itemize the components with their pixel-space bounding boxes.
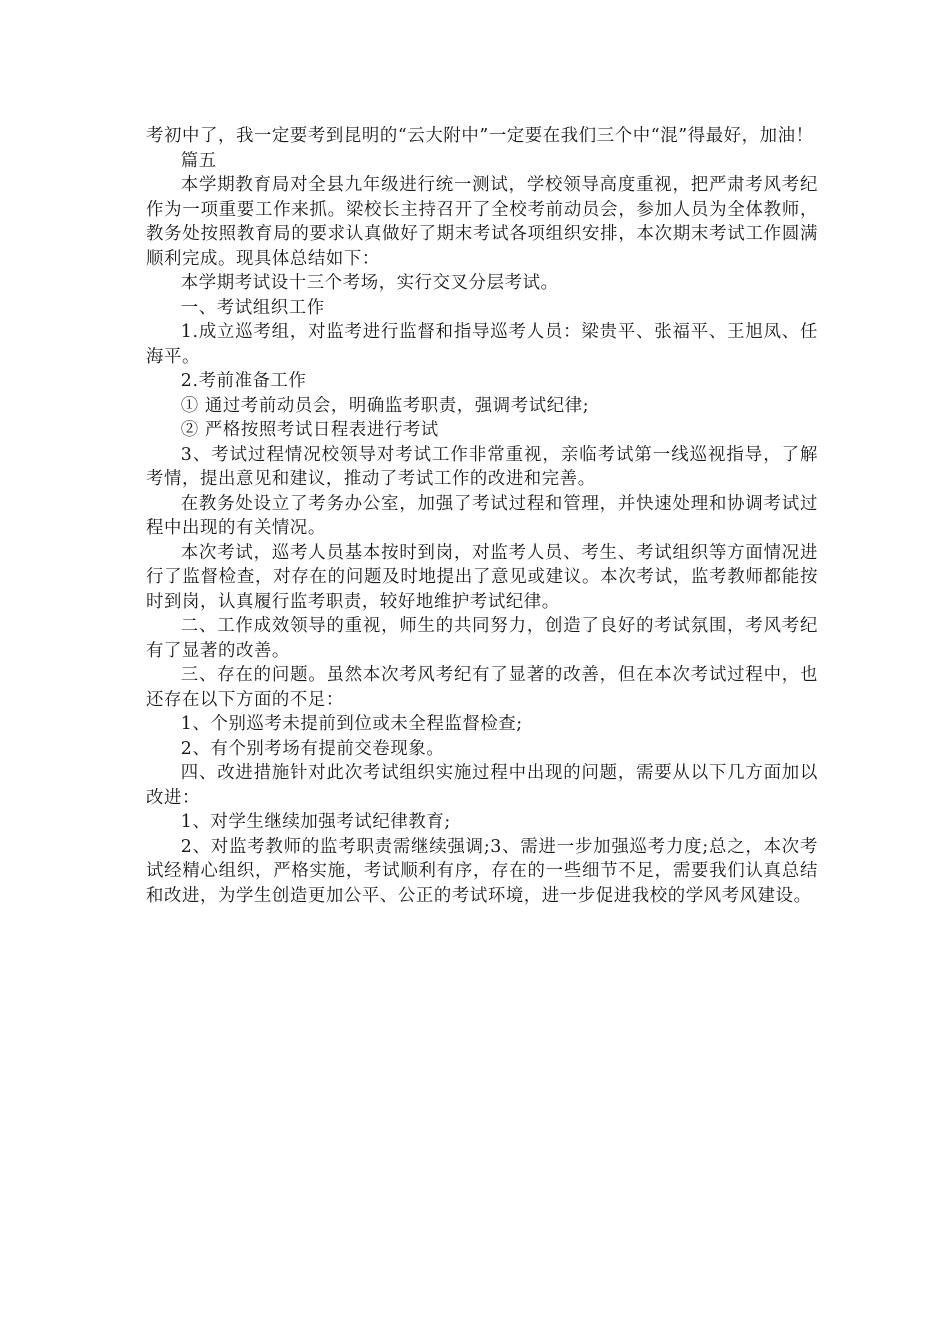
list-item: ① 通过考前动员会，明确监考职责，强调考试纪律; bbox=[180, 395, 590, 416]
list-item: ② 严格按照考试日程表进行考试 bbox=[180, 420, 439, 440]
paragraph: 本学期教育局对全县九年级进行统一测试，学校领导高度重视，把严肃考风考纪作为一项重要工作来抓。梁校长主持召开了全校考前动员会，参加人员为全体教师，教务处按照教育局的要求认真做好了期末考试各项组织安排，本次期末考试工作圆满顺利完成。现具体总结如下： bbox=[146, 175, 818, 269]
list-item: 2.考前准备工作 bbox=[180, 371, 307, 391]
list-item: 2、对监考教师的监考职责需继续强调;3、需进一步加强巡考力度;总之，本次考试经精心组织，严格实施，考试顺利有序，存在的一些细节不足，需要我们认真总结和改进，为学生创造更加公平、公正的考试环境，进一步促进我校的学风考风建设。 bbox=[146, 836, 818, 906]
document-body bbox=[146, 124, 818, 908]
paragraph: 本学期考试设十三个考场，实行交叉分层考试。 bbox=[180, 273, 559, 293]
list-item: 1、个别巡考未提前到位或未全程监督检查; bbox=[180, 714, 523, 734]
paragraph: 3、考试过程情况校领导对考试工作非常重视，亲临考试第一线巡视指导，了解考情，提出意见和建议，推动了考试工作的改进和完善。 bbox=[146, 444, 818, 489]
section-heading: 三、存在的问题。虽然本次考风考纪有了显著的改善，但在本次考试过程中，也还存在以下方面的不足： bbox=[146, 665, 818, 710]
paragraph: 本次考试，巡考人员基本按时到岗，对监考人员、考生、考试组织等方面情况进行了监督检查，对存在的问题及时地提出了意见或建议。本次考试，监考教师都能按时到岗，认真履行监考职责，较好地维护考试纪律。 bbox=[146, 542, 818, 612]
section-heading: 四、改进措施针对此次考试组织实施过程中出现的问题，需要从以下几方面加以改进： bbox=[146, 763, 818, 808]
paragraph: 考初中了，我一定要考到昆明的“云大附中”一定要在我们三个中“混”得最好，加油！ bbox=[146, 126, 814, 146]
section-heading: 二、工作成效领导的重视，师生的共同努力，创造了良好的考试氛围，考风考纪有了显著的改善。 bbox=[146, 616, 818, 661]
list-item: 1.成立巡考组，对监考进行监督和指导巡考人员：梁贵平、张福平、王旭凤、任海平。 bbox=[146, 322, 818, 367]
list-item: 1、对学生继续加强考试纪律教育; bbox=[180, 812, 451, 832]
paragraph: 在教务处设立了考务办公室，加强了考试过程和管理，并快速处理和协调考试过程中出现的有关情况。 bbox=[146, 493, 818, 538]
section-title: 篇五 bbox=[180, 150, 217, 171]
list-item: 2、有个别考场有提前交卷现象。 bbox=[180, 738, 445, 759]
section-heading: 一、考试组织工作 bbox=[180, 297, 325, 318]
